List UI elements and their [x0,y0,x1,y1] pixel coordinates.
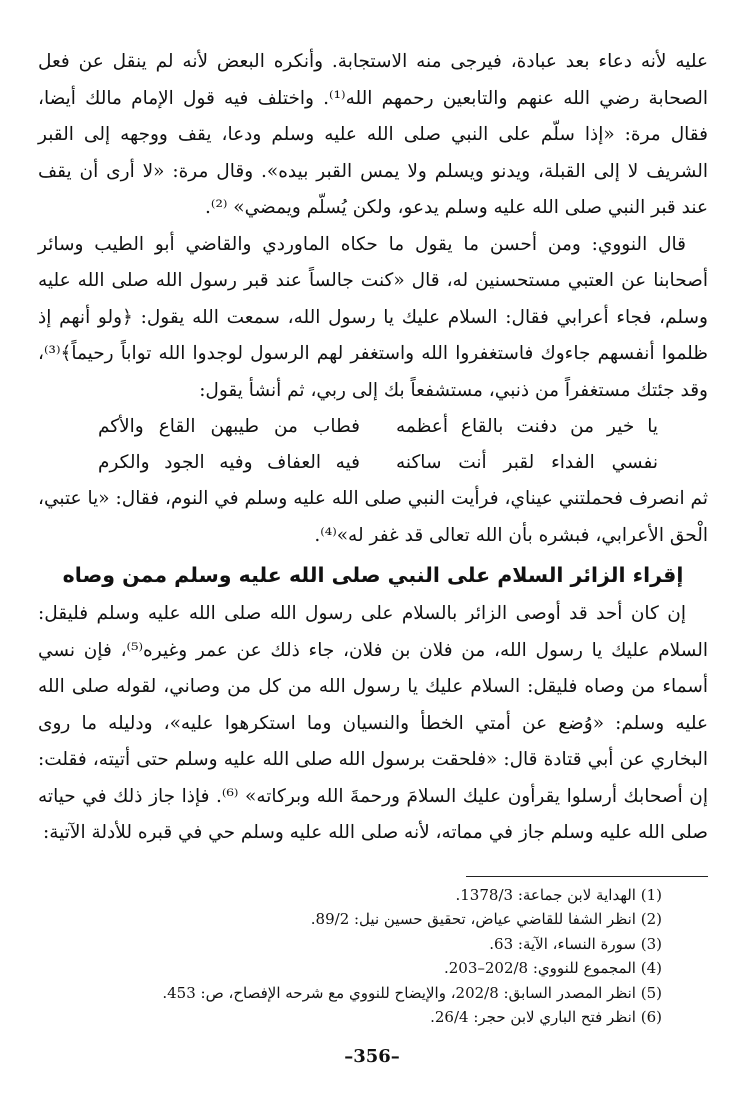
footnote-3: (3) سورة النساء، الآية: 63. [489,934,662,953]
footnotes [38,883,662,1031]
poem-second-hemistich: فطاب من طيبهن القاع والأكم [98,416,360,437]
paragraph-after-poem: ثم انصرف فحملتني عيناي، فرأيت النبي صلى الله عليه وسلم في النوم، فقال: «يا عتبي، الْحق الأعرابي، فبشره بأن الله تعالى قد غفر له»⁽⁴⁾. [38,488,708,546]
footnote-4: (4) المجموع للنووي: 202/8–203. [443,959,662,978]
paragraph-nawawi-utbi: قال النووي: ومن أحسن ما يقول ما حكاه الماوردي والقاضي أبو الطيب وسائر أصحابنا عن العتبي مستحسنين له، قال «كنت جالساً عند قبر رسول الله صلى الله عليه وسلم، فجاء أعرابي فقال: السلام عليك يا رسول الله، سمعت الله يقول: ﴿ولو أنهم إذ ظلموا أنفسهم جاءوك فاستغفروا الله واستغفر لهم الرسول لوجدوا الله تواباً رحيماً﴾⁽³⁾، وقد جئتك مستغفراً من ذنبي، مستشفعاً بك إلى ربي، ثم أنشأ يقول: [38,233,708,401]
footnote-2: (2) انظر الشفا للقاضي عياض، تحقيق حسين نيل: 89/2. [310,910,662,929]
poem-second-hemistich: فيه العفاف وفيه الجود والكرم [98,452,360,473]
footnote-divider [466,876,708,877]
poem-first-hemistich: نفسي الفداء لقبر أنت ساكنه [396,452,658,473]
page-number: –356– [344,1046,400,1067]
footnote-5: (5) انظر المصدر السابق: 202/8، والإيضاح للنووي مع شرحه الإفصاح، ص: 453. [162,983,662,1002]
poem [98,409,658,481]
poem-verse [98,445,658,481]
paragraph-maliki-opinion: عليه لأنه دعاء بعد عبادة، فيرجى منه الاستجابة. وأنكره البعض لأنه لم ينقل عن فعل الصحابة رضي الله عنهم والتابعين رحمهم الله⁽¹⁾. واختلف فيه قول الإمام مالك أيضا، فقال مرة: «إذا سلّم على النبي صلى الله عليه وسلم ودعا، يقف ووجهه إلى القبر الشريف لا إلى القبلة، ويدنو ويسلم ولا يمس القبر بيده». وقال مرة: «لا أرى أن يقف عند قبر النبي صلى الله عليه وسلم يدعو، ولكن يُسلّم ويمضي» ⁽²⁾. [38,51,708,218]
poem-first-hemistich: يا خير من دفنت بالقاع أعظمه [396,416,658,437]
section-heading: إقراء الزائر السلام على النبي صلى الله عليه وسلم ممن وصاه [62,563,684,587]
poem-verse [98,409,658,445]
footnote-1: (1) الهداية لابن جماعة: 1378/3. [455,885,662,904]
footnote-6: (6) انظر فتح الباري لابن حجر: 26/4. [430,1008,662,1027]
paragraph-conveying-salam: إن كان أحد قد أوصى الزائر بالسلام على رسول الله صلى الله عليه وسلم فليقل: السلام عليك يا رسول الله، من فلان بن فلان، جاء ذلك عن عمر وغيره⁽⁵⁾، فإن نسي أسماء من وصاه فليقل: السلام عليك يا رسول الله من كل من وصاني، لقوله صلى الله عليه وسلم: «وُضع عن أمتي الخطأ والنسيان وما استكرهوا عليه»، ودليله ما روى البخاري عن أبي قتادة قال: «فلحقت برسول الله صلى الله عليه وسلم حتى أتيته، فقلت: إن أصحابك أرسلوا يقرأون عليك السلامَ ورحمةَ الله وبركاته» ⁽⁶⁾. فإذا جاز ذلك في حياته صلى الله عليه وسلم جاز في مماته، لأنه صلى الله عليه وسلم حي في قبره للأدلة الآتية: [38,603,708,843]
